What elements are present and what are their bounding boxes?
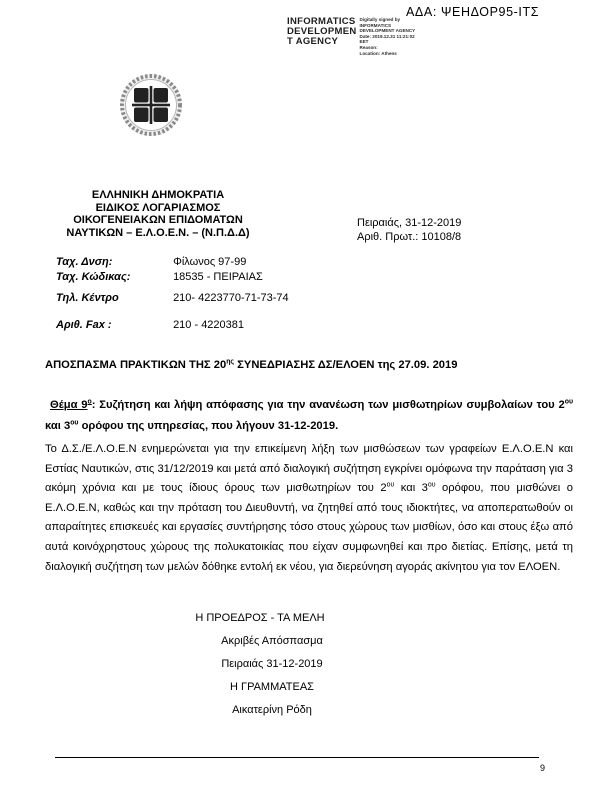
stamp-detail-line: Digitally signed by	[359, 17, 401, 22]
page-number: 9	[540, 763, 546, 773]
subject-heading: Θέμα $9^o$: Συζήτηση και λήψη απόφασης για την ανανέωση των μισθωτηρίων συμβολαίων του $2^{o\upsilon}$ και $3^{o\upsilon}$ ορόφου της υπηρεσίας, που λήγουν 31-12-2019.	[45, 398, 573, 432]
contact-value: Φίλωνος 97-99	[173, 256, 247, 268]
contact-row-postcode	[56, 271, 263, 283]
org-line: ΕΛΛΗΝΙΚΗ ΔΗΜΟΚΡΑΤΙΑ	[91, 189, 225, 201]
contact-value: 210- 4223770-71-73-74	[173, 292, 289, 304]
stamp-agency-line: T AGENCY	[287, 36, 339, 47]
contact-label: Ταχ. Δνση:	[56, 256, 113, 268]
digital-signature-stamp	[287, 17, 415, 56]
contact-row-fax	[56, 319, 244, 331]
stamp-detail-line: DEVELOPMENT AGENCY	[359, 28, 416, 34]
contact-row-phone	[56, 292, 289, 304]
ada-code: ΑΔΑ: ΨΕΗΔΟΡ95-ΙΤΣ	[406, 5, 540, 19]
signature-city-date: Πειραιάς 31-12-2019	[221, 658, 323, 670]
signature-secretary-name: Αικατερίνη Ρόδη	[232, 704, 312, 716]
protocol-number: Αριθ. Πρωτ.: 10108/8	[357, 230, 462, 243]
stamp-detail-line: Location: Athens	[359, 50, 397, 56]
contact-value: 210 - 4220381	[173, 319, 245, 331]
stamp-detail-line: INFORMATICS	[359, 22, 392, 28]
stamp-detail-line: EET	[359, 39, 369, 45]
contact-label: Τηλ. Κέντρο	[56, 292, 119, 304]
city-date: Πειραιάς, 31-12-2019	[357, 217, 462, 229]
signature-president-members: Η ΠΡΟΕΔΡΟΣ - ΤΑ ΜΕΛΗ	[195, 612, 325, 624]
org-line: ΟΙΚΟΓΕΝΕΙΑΚΩΝ ΕΠΙΔΟΜΑΤΩΝ	[73, 214, 243, 227]
stamp-agency-line: INFORMATICS	[287, 16, 356, 27]
greek-coat-of-arms-icon	[117, 71, 185, 139]
org-line: ΕΙΔΙΚΟΣ ΛΟΓΑΡΙΑΣΜΟΣ	[95, 201, 221, 214]
org-line: ΝΑΥΤΙΚΩΝ – Ε.Λ.Ο.Ε.Ν. – (Ν.Π.Δ.Δ)	[66, 226, 250, 239]
body-paragraph: Το Δ.Σ./Ε.Λ.Ο.Ε.Ν ενημερώνεται για την επικείμενη λήξη των μισθώσεων των γραφείων Ε.Λ.Ο.Ε.Ν και Εστίας Ναυτικών, στις 31/12/2019 και μετά από διαλογική συζήτηση εγκρίνει ομόφωνα την παράταση για 3 ακόμη χρόνια και με τους ίδιους όρους των μισθωτηρίων του $2^{o\upsilon}$ και $3^{o\upsilon}$ ορόφου, που μισθώνει ο Ε.Λ.Ο.Ε.Ν, καθώς και την πρόταση του Διευθυντή, να ζητηθεί από τους ιδιοκτήτες, να αποπερατωθούν οι απαραίτητες επισκευές και εργασίες συντήρησης τόσο στους χώρους των μισθίων, όσο και στους έξω από αυτά κοινόχρηστους χώρους της πολυκατοικίας που είχαν συμφωνηθεί και προ διετίας. Επίσης, μετά τη διαλογική συζήτηση των μελών δόθηκε εντολή εκ νέου, για διερεύνηση αγοράς ακίνητου για τον ΕΛΟΕΝ.	[45, 443, 573, 573]
stamp-agency-line: DEVELOPMEN	[287, 26, 357, 37]
reference-block	[357, 217, 461, 244]
stamp-detail-line: Date: 2019.12.31 11:21:02	[359, 33, 415, 39]
contact-label: Ταχ. Κώδικας:	[56, 271, 131, 283]
stamp-detail-line: Reason:	[359, 44, 378, 50]
signature-certified-copy: Ακριβές Απόσπασμα	[221, 635, 323, 647]
stamp-signature-details	[360, 17, 416, 56]
contact-label: Αριθ. Fax :	[56, 319, 112, 331]
footer-divider	[55, 757, 539, 758]
organization-header	[46, 189, 270, 239]
signature-secretary-title: Η ΓΡΑΜΜΑΤΕΑΣ	[230, 681, 314, 693]
contact-value: 18535 - ΠΕΙΡΑΙΑΣ	[173, 271, 263, 283]
contact-row-address	[56, 256, 246, 268]
stamp-agency-name	[287, 17, 357, 56]
signature-block	[44, 612, 500, 727]
document-title: ΑΠΟΣΠΑΣΜΑ ΠΡΑΚΤΙΚΩΝ ΤΗΣ $20^{\eta\varsigma}$ ΣΥΝΕΔΡΙΑΣΗΣ ΔΣ/ΕΛΟΕΝ της 27.09. 2019	[45, 358, 458, 371]
